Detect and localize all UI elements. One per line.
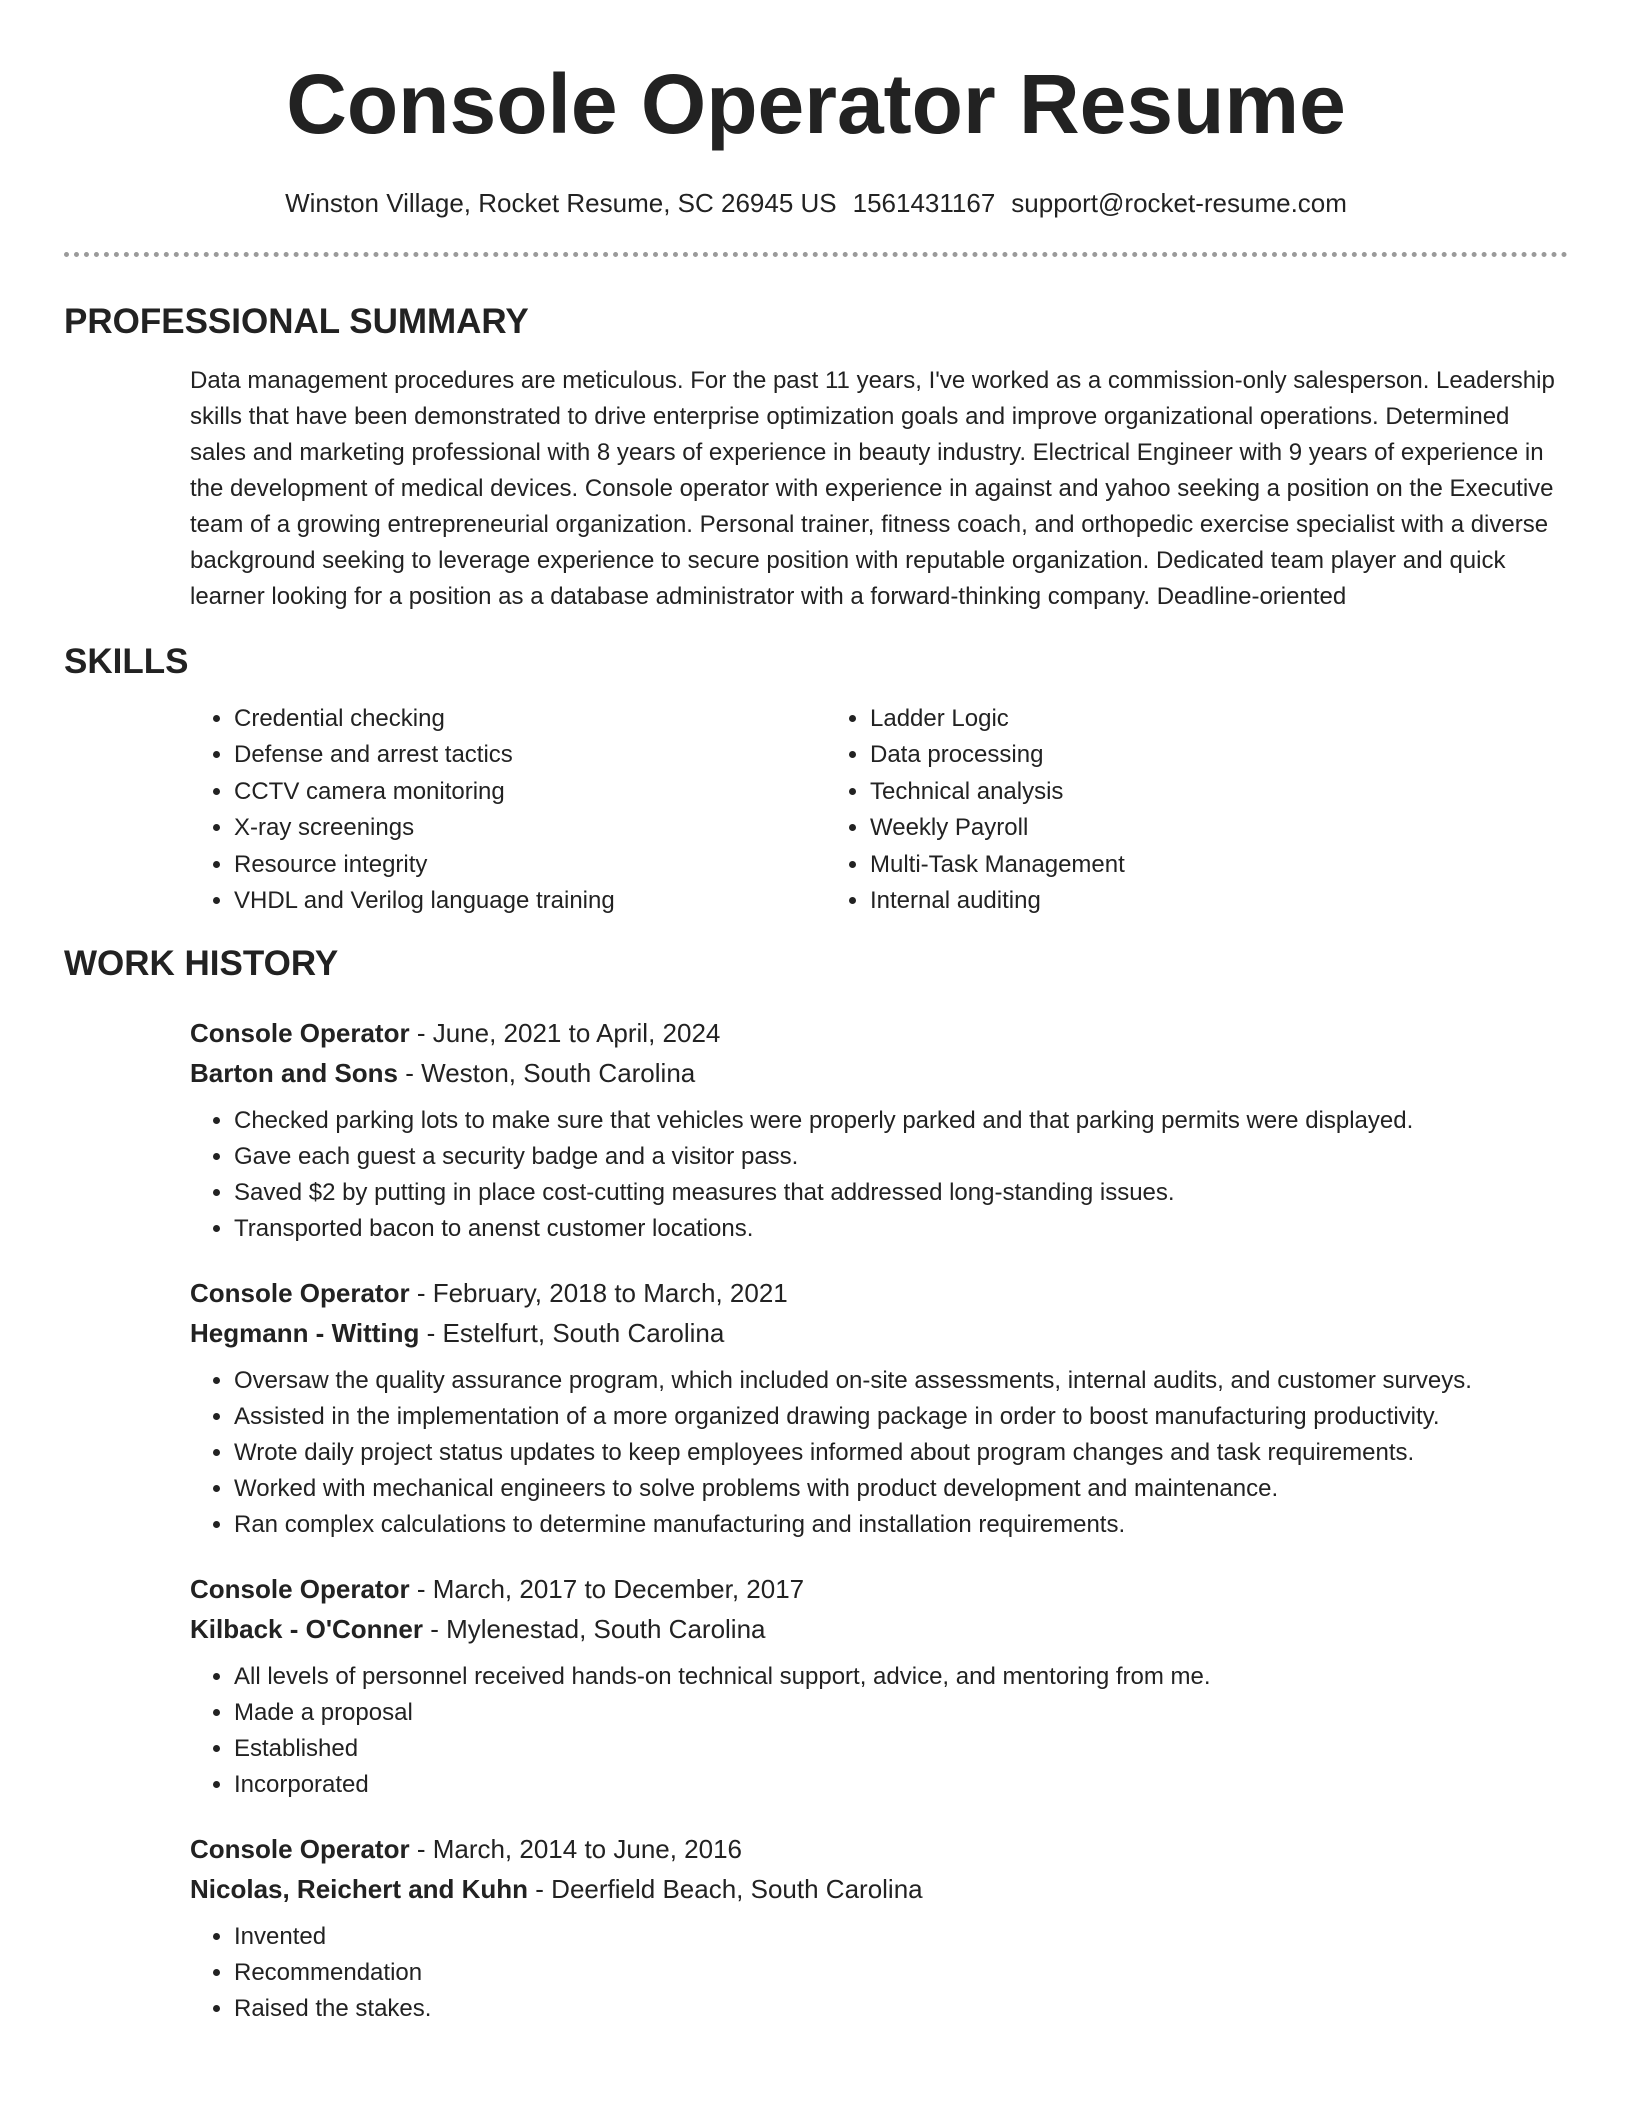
skill-item: • Weekly Payroll	[870, 810, 1568, 846]
job-company-line	[190, 1053, 1568, 1093]
job-title: Console Operator	[190, 1278, 410, 1309]
job-entry	[190, 1569, 1568, 1803]
resume-title: Console Operator Resume	[286, 57, 1346, 151]
job-bullet: • Incorporated	[234, 1767, 1568, 1803]
job-bullet: • Checked parking lots to make sure that vehicles were properly parked and that parking permits were displayed.	[234, 1103, 1568, 1139]
skill-item: • Multi-Task Management	[870, 847, 1568, 883]
contact-address: Winston Village, Rocket Resume, SC 26945 US	[285, 188, 837, 218]
job-bullet: • Oversaw the quality assurance program, which included on-site assessments, internal audits, and customer surveys.	[234, 1363, 1568, 1399]
job-bullets	[190, 1659, 1568, 1803]
skill-item: • Resource integrity	[234, 847, 826, 883]
job-bullet: • Raised the stakes.	[234, 1991, 1568, 2027]
job-title-line	[190, 1569, 1568, 1609]
job-company-line	[190, 1313, 1568, 1353]
job-dates: - February, 2018 to March, 2021	[409, 1278, 788, 1309]
job-location: - Mylenestad, South Carolina	[423, 1614, 766, 1645]
job-title: Console Operator	[190, 1018, 410, 1049]
skill-item: • VHDL and Verilog language training	[234, 883, 826, 919]
skill-item: • Technical analysis	[870, 774, 1568, 810]
job-dates: - June, 2021 to April, 2024	[409, 1018, 721, 1049]
skill-item: • Data processing	[870, 737, 1568, 773]
header-divider	[64, 252, 1568, 257]
skills-heading: SKILLS	[64, 642, 189, 681]
job-entry	[190, 1013, 1568, 1247]
work-history-section	[64, 943, 1568, 2027]
job-entry	[190, 1273, 1568, 1543]
skill-item: • CCTV camera monitoring	[234, 774, 826, 810]
skill-item: • X-ray screenings	[234, 810, 826, 846]
skill-item: • Ladder Logic	[870, 701, 1568, 737]
skills-columns	[190, 701, 1568, 919]
job-bullets	[190, 1919, 1568, 2027]
job-company: Nicolas, Reichert and Kuhn	[190, 1874, 529, 1905]
skills-list-right	[826, 701, 1568, 919]
job-bullet: • Ran complex calculations to determine manufacturing and installation requirements.	[234, 1507, 1568, 1543]
job-location: - Weston, South Carolina	[398, 1058, 696, 1089]
job-bullet: • Established	[234, 1731, 1568, 1767]
job-company: Hegmann - Witting	[190, 1318, 420, 1349]
summary-section	[64, 301, 1568, 615]
job-title-line	[190, 1273, 1568, 1313]
contact-phone: 1561431167	[852, 188, 996, 218]
job-bullet: • Transported bacon to anenst customer locations.	[234, 1211, 1568, 1247]
skill-item: • Internal auditing	[870, 883, 1568, 919]
job-title-line	[190, 1829, 1568, 1869]
skills-list-left	[190, 701, 826, 919]
job-company: Kilback - O'Conner	[190, 1614, 423, 1645]
skill-item: • Defense and arrest tactics	[234, 737, 826, 773]
job-company-line	[190, 1869, 1568, 1909]
job-bullet: • Gave each guest a security badge and a visitor pass.	[234, 1139, 1568, 1175]
contact-line	[64, 186, 1568, 220]
job-bullet: • Invented	[234, 1919, 1568, 1955]
job-bullet: • Made a proposal	[234, 1695, 1568, 1731]
skill-item: • Credential checking	[234, 701, 826, 737]
job-bullet: • Wrote daily project status updates to keep employees informed about program changes and task requirements.	[234, 1435, 1568, 1471]
job-bullet: • Worked with mechanical engineers to solve problems with product development and maintenance.	[234, 1471, 1568, 1507]
job-company-line	[190, 1609, 1568, 1649]
contact-email: support@rocket-resume.com	[1011, 188, 1347, 218]
job-dates: - March, 2014 to June, 2016	[409, 1834, 743, 1865]
job-dates: - March, 2017 to December, 2017	[409, 1574, 805, 1605]
skills-section	[64, 641, 1568, 919]
job-title: Console Operator	[190, 1834, 410, 1865]
summary-heading: PROFESSIONAL SUMMARY	[64, 302, 529, 341]
job-bullet: • All levels of personnel received hands-on technical support, advice, and mentoring from me.	[234, 1659, 1568, 1695]
job-title-line	[190, 1013, 1568, 1053]
job-bullet: • Saved $2 by putting in place cost-cutting measures that addressed long-standing issues.	[234, 1175, 1568, 1211]
work-history-heading: WORK HISTORY	[64, 944, 339, 984]
job-bullets	[190, 1103, 1568, 1247]
job-location: - Deerfield Beach, South Carolina	[528, 1874, 923, 1905]
summary-text: Data management procedures are meticulous. For the past 11 years, I've worked as a commission-only salesperson. Leadership skills that have been demonstrated to drive enterprise optimization goals and improve organizational operations. Determined sales and marketing professional with 8 years of experience in beauty industry. Electrical Engineer with 9 years of experience in the development of medical devices. Console operator with experience in against and yahoo seeking a position on the Executive team of a growing entrepreneurial organization. Personal trainer, fitness coach, and orthopedic exercise specialist with a diverse background seeking to leverage experience to secure position with reputable organization. Dedicated team player and quick learner looking for a position as a database administrator with a forward-thinking company. Deadline-oriented	[190, 367, 1555, 610]
job-bullets	[190, 1363, 1568, 1543]
job-bullet: • Assisted in the implementation of a more organized drawing package in order to boost manufacturing productivity.	[234, 1399, 1568, 1435]
job-location: - Estelfurt, South Carolina	[419, 1318, 725, 1349]
job-entry	[190, 1829, 1568, 2027]
job-company: Barton and Sons	[190, 1058, 399, 1089]
job-bullet: • Recommendation	[234, 1955, 1568, 1991]
job-title: Console Operator	[190, 1574, 410, 1605]
